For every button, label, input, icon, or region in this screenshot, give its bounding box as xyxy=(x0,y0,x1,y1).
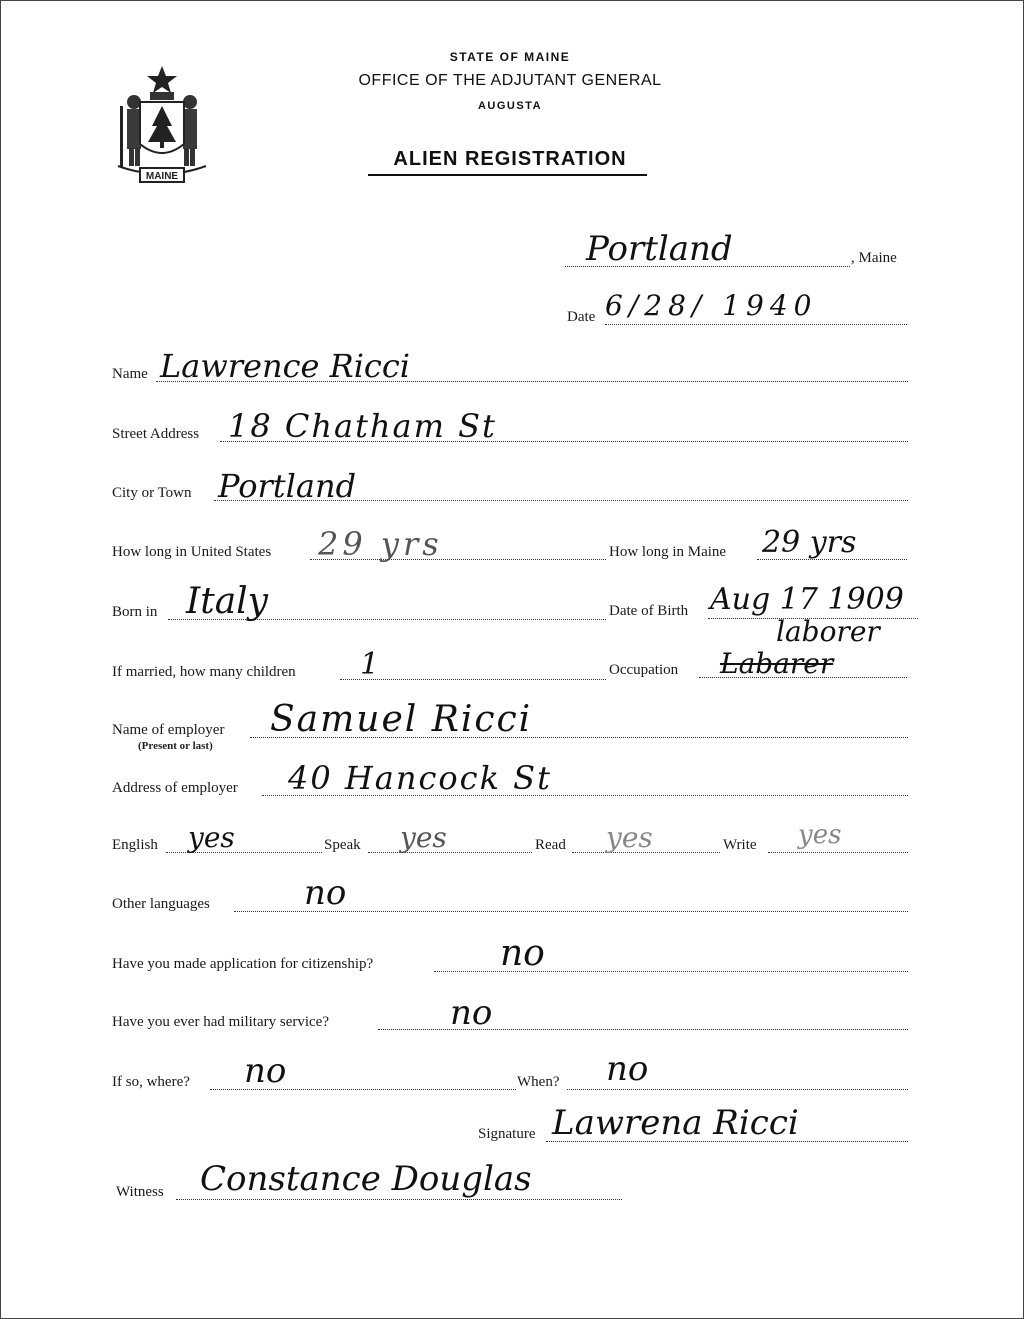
how-long-us-label: How long in United States xyxy=(112,544,272,560)
read-label: Read xyxy=(535,837,566,853)
place-value: Portland xyxy=(586,229,733,269)
citizenship-label: Have you made application for citizenship? xyxy=(112,956,374,972)
date-label: Date xyxy=(567,309,596,325)
witness-label: Witness xyxy=(116,1184,164,1200)
date-line xyxy=(605,324,907,325)
occupation-value: laborer xyxy=(776,615,880,648)
title-underline xyxy=(368,174,647,176)
header-city: AUGUSTA xyxy=(477,100,543,112)
street-label: Street Address xyxy=(112,426,200,442)
city-value: Portland xyxy=(218,467,357,505)
name-value: Lawrence Ricci xyxy=(160,347,410,385)
speak-value: yes xyxy=(400,821,447,854)
employer-label: Name of employer xyxy=(112,722,225,738)
maine-label: , Maine xyxy=(851,250,897,266)
occupation-struck-value: Labarer xyxy=(720,647,834,680)
street-value: 18 Chatham St xyxy=(228,407,497,445)
military-label: Have you ever had military service? xyxy=(112,1014,329,1030)
when-line xyxy=(567,1089,908,1090)
header-office: OFFICE OF THE ADJUTANT GENERAL xyxy=(358,72,662,89)
name-label: Name xyxy=(112,366,148,382)
employer-sublabel: (Present or last) xyxy=(138,740,213,752)
write-value: yes xyxy=(798,820,842,850)
employer-address-value: 40 Hancock St xyxy=(288,759,552,797)
other-languages-value: no xyxy=(304,873,347,913)
born-in-value: Italy xyxy=(186,581,269,622)
write-label: Write xyxy=(723,837,757,853)
how-long-maine-label: How long in Maine xyxy=(609,544,727,560)
where-label: If so, where? xyxy=(112,1074,190,1090)
other-languages-label: Other languages xyxy=(112,896,210,912)
speak-line xyxy=(368,852,532,853)
date-value: 6/28/ 1940 xyxy=(605,289,818,322)
english-value: yes xyxy=(188,821,235,854)
seal-text: MAINE xyxy=(145,171,179,182)
write-line xyxy=(768,852,908,853)
witness-line xyxy=(176,1199,622,1200)
children-line xyxy=(340,679,606,680)
city-label: City or Town xyxy=(112,485,192,501)
employer-value: Samuel Ricci xyxy=(270,699,533,740)
born-in-label: Born in xyxy=(112,604,158,620)
how-long-us-value: 29 yrs xyxy=(318,525,443,563)
occupation-label: Occupation xyxy=(609,662,679,678)
signature-label: Signature xyxy=(478,1126,536,1142)
where-value: no xyxy=(244,1051,287,1091)
dob-label: Date of Birth xyxy=(609,603,689,619)
when-label: When? xyxy=(517,1074,560,1090)
form-title: ALIEN REGISTRATION xyxy=(393,148,627,170)
how-long-maine-value: 29 yrs xyxy=(762,525,857,560)
when-value: no xyxy=(606,1049,649,1089)
dob-value: Aug 17 1909 xyxy=(710,582,904,617)
speak-label: Speak xyxy=(324,837,361,853)
witness-value: Constance Douglas xyxy=(200,1159,532,1199)
citizenship-value: no xyxy=(500,933,545,974)
signature-value: Lawrena Ricci xyxy=(552,1103,799,1143)
employer-address-label: Address of employer xyxy=(112,780,238,796)
english-label: English xyxy=(112,837,158,853)
read-value: yes xyxy=(606,821,653,854)
header-state: STATE OF MAINE xyxy=(449,50,571,64)
children-label: If married, how many children xyxy=(112,664,296,680)
state-seal-image xyxy=(110,62,214,190)
children-value: 1 xyxy=(360,647,380,682)
military-value: no xyxy=(450,993,493,1033)
